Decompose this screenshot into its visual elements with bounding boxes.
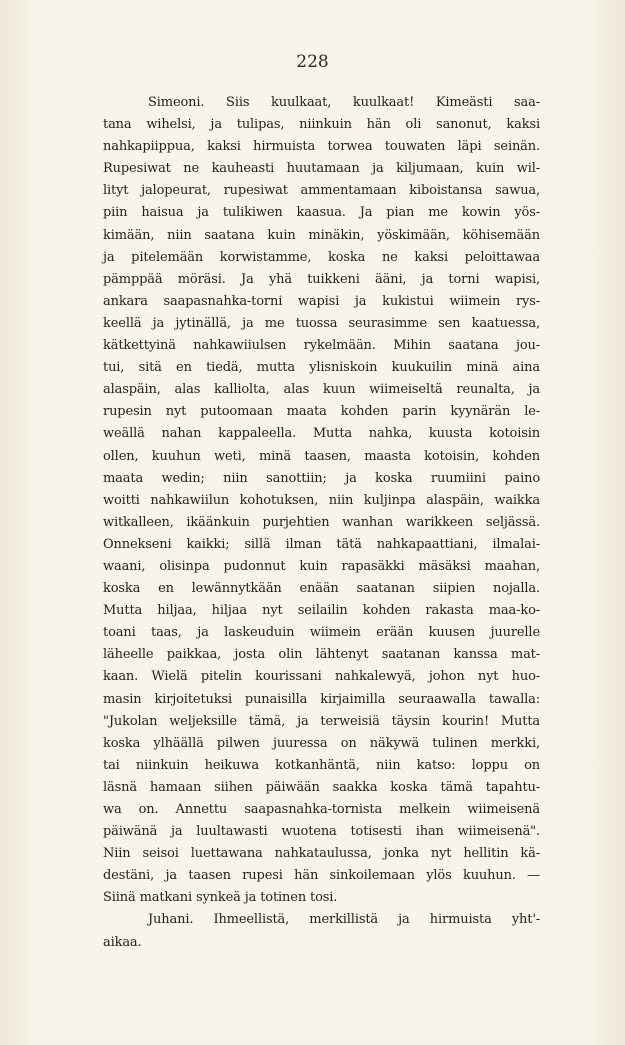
text-line: Siinä matkani synkeä ja totinen tosi. — [103, 890, 338, 906]
text-line: wa on. Annettu saapasnahka-tornista melkein wiimeisenä — [103, 802, 540, 817]
text-line: tui, sitä en tiedä, mutta ylisniskoin kuukuilin minä aina — [103, 360, 540, 376]
text-line: kaan. Wielä pitelin kourissani nahkalewyä, johon nyt huo- — [103, 669, 540, 685]
text-line: alaspäin, alas kalliolta, alas kuun wiimeiseltä reunalta, ja — [103, 382, 540, 398]
text-line: Juhani. Ihmeellistä, merkillistä ja hirmuista yht'- — [148, 912, 540, 928]
text-line: tana wihelsi, ja tulipas, niinkuin hän oli sanonut, kaksi — [103, 117, 540, 133]
page-number: 228 — [296, 52, 329, 72]
text-line: rupesin nyt putoomaan maata kohden parin kyynärän le- — [103, 404, 540, 420]
body-text — [103, 92, 540, 954]
text-line: läheelle paikkaa, josta olin lähtenyt saatanan kanssa mat- — [103, 647, 540, 663]
text-line: ja pitelemään korwistamme, koska ne kaksi peloittawaa — [103, 249, 540, 265]
text-line: nahkapiippua, kaksi hirmuista torwea touwaten läpi seinän. — [103, 139, 540, 155]
text-line: piin haisua ja tulikiwen kaasua. Ja pian me kowin yös- — [103, 205, 540, 221]
text-line: kimään, niin saatana kuin minäkin, yöskimään, köhisemään — [103, 227, 540, 243]
text-line: koska ylhäällä pilwen juuressa on näkywä tulinen merkki, — [103, 735, 540, 751]
text-line: maata wedin; niin sanottiin; ja koska ruumiini paino — [103, 470, 540, 486]
text-line: pämppää möräsi. Ja yhä tuikkeni ääni, ja torni wapisi, — [103, 271, 540, 287]
text-line: ollen, kuuhun weti, minä taasen, maasta kotoisin, kohden — [103, 448, 540, 464]
text-line: päiwänä ja luultawasti wuotena totisesti ihan wiimeisenä". — [103, 824, 540, 840]
text-line: Mutta hiljaa, hiljaa nyt seilailin kohden rakasta maa-ko- — [103, 603, 540, 619]
text-line: kätkettyinä nahkawiiulsen rykelmään. Mihin saatana jou- — [103, 338, 540, 354]
text-line: destäni, ja taasen rupesi hän sinkoilemaan ylös kuuhun. — — [103, 868, 540, 884]
text-line: keellä ja jytinällä, ja me tuossa seurasimme sen kaatuessa, — [103, 315, 540, 331]
text-line: waani, olisinpa pudonnut kuin rapasäkki mäsäksi maahan, — [103, 558, 540, 574]
text-line: läsnä hamaan siihen päiwään saakka koska tämä tapahtu- — [103, 779, 540, 795]
text-line: woitti nahkawiilun kohotuksen, niin kuljinpa alaspäin, waikka — [103, 492, 540, 508]
text-line: Onnekseni kaikki; sillä ilman tätä nahkapaattiani, ilmalai- — [103, 536, 540, 552]
text-line: weällä nahan kappaleella. Mutta nahka, kuusta kotoisin — [103, 426, 540, 442]
text-line: lityt jalopeurat, rupesiwat ammentamaan kiboistansa sawua, — [103, 183, 540, 199]
text-line: Rupesiwat ne kauheasti huutamaan ja kiljumaan, kuin wil- — [103, 161, 540, 177]
text-line: aikaa. — [103, 934, 142, 950]
text-line: tai niinkuin heikuwa kotkanhäntä, niin katso: loppu on — [103, 757, 540, 773]
text-line: Niin seisoi luettawana nahkataulussa, jonka nyt hellitin kä- — [103, 846, 540, 862]
text-line: witkalleen, ikäänkuin purjehtien wanhan warikkeen seljässä. — [103, 514, 540, 530]
text-line: ankara saapasnahka-torni wapisi ja kukistui wiimein rys- — [103, 293, 540, 309]
text-line: toani taas, ja laskeuduin wiimein erään kuusen juurelle — [103, 625, 540, 641]
text-line: "Jukolan weljeksille tämä, ja terweisiä täysin kourin! Mutta — [103, 713, 540, 729]
text-line: koska en lewännytkään enään saatanan siipien nojalla. — [103, 581, 540, 597]
text-line: masin kirjoitetuksi punaisilla kirjaimilla seuraawalla tawalla: — [103, 691, 540, 707]
text-line: Simeoni. Siis kuulkaat, kuulkaat! Kimeästi saa- — [148, 95, 540, 110]
